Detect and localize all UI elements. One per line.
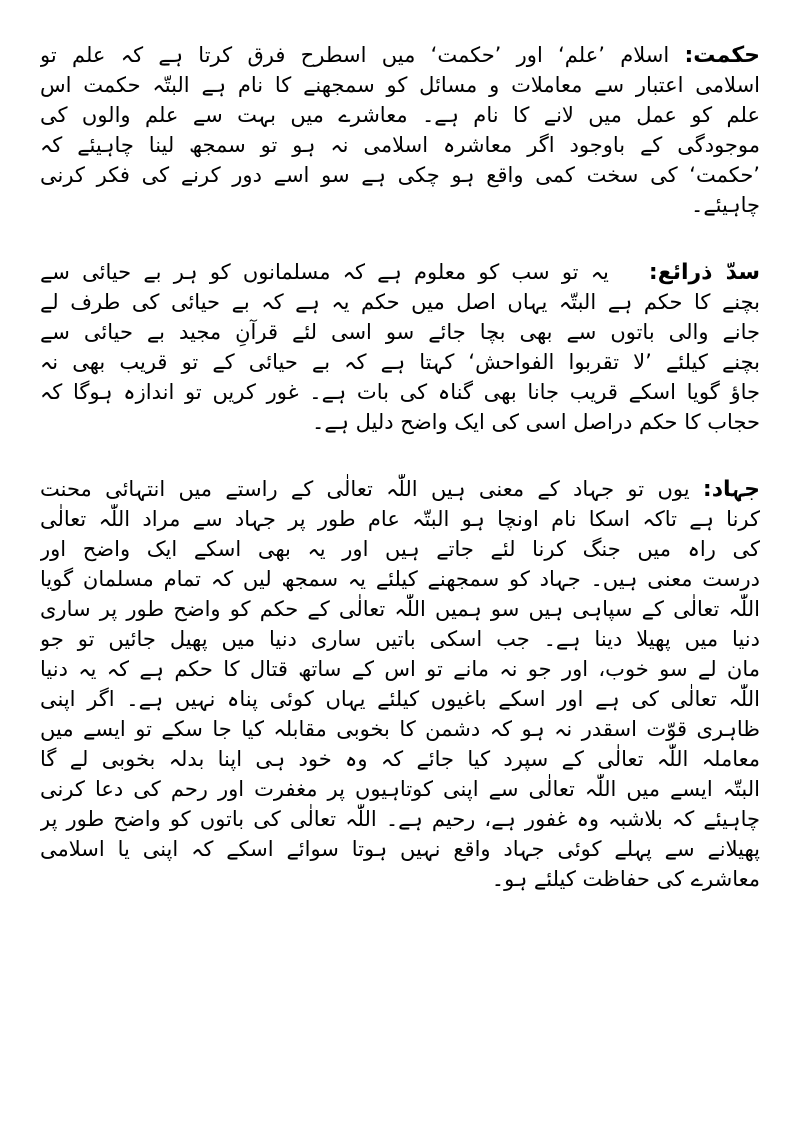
paragraph-line: معاشرے کی حفاظت کیلئے ہو۔	[491, 867, 760, 891]
paragraph-line: کی راہ میں جنگ کرنا لئے جاتے ہیں اور یہ بھی اسکے ایک واضح اور	[40, 537, 760, 561]
paragraph-line: بچنے کیلئے ’لا تقربوا الفواحش‘ کہتا ہے کہ بے حیائی کے تو قریب بھی نہ	[40, 350, 760, 374]
paragraph-line: مان لے سو خوب، اور جو نہ مانے تو اس کے ساتھ قتال کا حکم ہے کہ یہ دنیا	[40, 657, 760, 681]
paragraph-line: البتّہ ایسے میں اللّٰہ تعالٰی سے اپنی کوتاہیوں پر مغفرت اور رحم کی دعا کرنی	[40, 777, 760, 801]
line-text: اسلام ’علم‘ اور ’حکمت‘ میں اسطرح فرق کرتا ہے کہ علم تو	[40, 43, 670, 67]
paragraph-line: اسلامی اعتبار سے معاملات و مسائل کو سمجھنے کا نام ہے البتّہ حکمت اس	[40, 73, 760, 97]
section-heading: جہاد:	[702, 477, 760, 502]
document-page	[40, 40, 760, 1100]
paragraph-line: پھیلانے سے پہلے کوئی جہاد واقع نہیں ہوتا سوائے اسکے کہ اپنی یا اسلامی	[40, 837, 760, 861]
section-heading: سدّ ذرائع:	[648, 260, 760, 285]
section-sadd-e-zaraay	[40, 257, 760, 437]
paragraph-line: ظاہری قوّت اسقدر نہ ہو کہ دشمن کا بخوبی مقابلہ کیا جا سکے تو ایسے میں	[40, 717, 760, 741]
paragraph-line: درست معنی ہیں۔ جہاد کو سمجھنے کیلئے یہ سمجھ لیں کہ تمام مسلمان گویا	[40, 567, 760, 591]
paragraph-line: موجودگی کے باوجود اگر معاشرہ اسلامی نہ ہو تو سمجھ لینا چاہیئے کہ	[40, 133, 760, 157]
paragraph-line: بچنے کا حکم ہے البتّہ یہاں اصل میں حکم یہ ہے کہ بے حیائی کی طرف لے	[40, 290, 760, 314]
paragraph-line: جاؤ گویا اسکے قریب جانا بھی گناہ کی بات ہے۔ غور کریں تو اندازہ ہوگا کہ	[40, 380, 760, 404]
paragraph-line: چاہیئے کہ بلاشبہ وہ غفور ہے، رحیم ہے۔ اللّٰہ تعالٰی کی باتوں کو واضح طور پر	[40, 807, 760, 831]
section-hikmat	[40, 40, 760, 220]
paragraph-line: دنیا میں پھیلا دینا ہے۔ جب اسکی باتیں ساری دنیا میں پھیل جائیں تو جو	[40, 627, 760, 651]
paragraph-line: جانے والی باتوں سے بھی بچا جائے سو اسی لئے قرآنِ مجید بے حیائی سے	[40, 320, 760, 344]
line-text: یہ تو سب کو معلوم ہے کہ مسلمانوں کو ہر بے حیائی سے	[40, 260, 609, 284]
paragraph-line: ’حکمت‘ کی سخت کمی واقع ہو چکی ہے سو اسے دور کرنے کی فکر کرنی	[40, 163, 760, 187]
paragraph-line: کرنا ہے تاکہ اسکا نام اونچا ہو البتّہ عام طور پر جہاد سے مراد اللّٰہ تعالٰی	[40, 507, 760, 531]
paragraph-line	[40, 40, 760, 70]
paragraph-line: اللّٰہ تعالٰی کے سپاہی ہیں سو ہمیں اللّٰہ تعالٰی کے حکم کو واضح طور پر ساری	[40, 597, 760, 621]
paragraph-line: حجاب کا حکم دراصل اسی کی ایک واضح دلیل ہے۔	[312, 410, 760, 434]
paragraph-line: معاملہ اللّٰہ تعالٰی کے سپرد کیا جائے کہ وہ خود ہی اپنا بدلہ بخوبی لے گا	[40, 747, 760, 771]
paragraph-line: اللّٰہ تعالٰی کی ہے اور اسکے باغیوں کیلئے یہاں کوئی پناہ نہیں ہے۔ اگر اپنی	[40, 687, 760, 711]
paragraph-line	[40, 474, 760, 504]
section-heading: حکمت:	[684, 43, 760, 68]
paragraph-line	[40, 257, 760, 287]
section-jihad	[40, 474, 760, 894]
line-text: یوں تو جہاد کے معنی ہیں اللّٰہ تعالٰی کے راستے میں انتہائی محنت	[40, 477, 690, 501]
paragraph-line: علم کو عمل میں لانے کا نام ہے۔ معاشرے میں بہت سے علم والوں کی	[40, 103, 760, 127]
paragraph-line: چاہیئے۔	[691, 193, 760, 217]
